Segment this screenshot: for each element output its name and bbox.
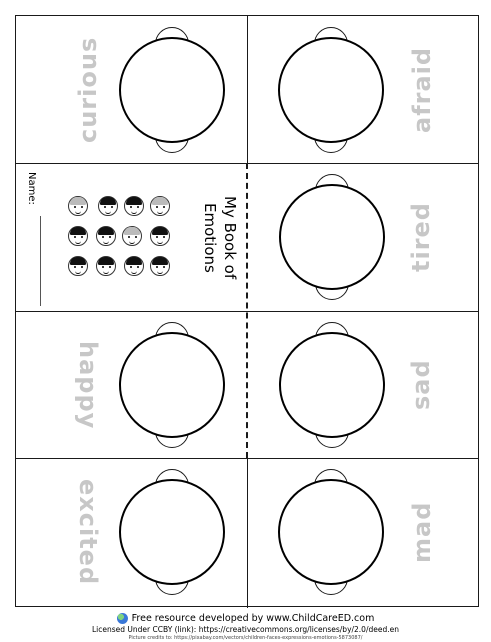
blank-face-mad	[278, 469, 384, 595]
face-circle	[119, 332, 225, 438]
blank-face-curious	[119, 27, 225, 153]
emotion-faces-illustration	[66, 194, 182, 284]
child-face-icon	[96, 256, 116, 276]
credit-text[interactable]: Free resource developed by www.ChildCareED.com	[131, 613, 375, 624]
face-circle	[119, 479, 225, 585]
credit-line	[0, 612, 491, 625]
license-text[interactable]: Licensed Under CCBY (link): https://creativecommons.org/licenses/by/2.0/deed.en	[91, 625, 399, 634]
card-excited	[16, 459, 246, 605]
face-circle	[119, 37, 225, 143]
emotion-word-mad: mad	[408, 501, 436, 563]
name-label: Name:	[26, 172, 37, 205]
card-afraid	[248, 17, 478, 163]
picture-credits-text[interactable]: Picture credits to: https://pixabay.com/vectors/children-faces-expressions-emotions-5873087/	[128, 635, 363, 641]
emotion-word-afraid: afraid	[408, 46, 436, 134]
emotion-word-excited: excited	[74, 478, 102, 586]
face-circle	[279, 184, 385, 290]
blank-face-excited	[119, 469, 225, 595]
child-face-icon	[122, 226, 142, 246]
child-face-icon	[150, 196, 170, 216]
emotion-word-happy: happy	[74, 340, 102, 430]
card-happy	[16, 312, 246, 458]
child-face-icon	[68, 256, 88, 276]
printable-sheet	[15, 15, 479, 607]
footer	[0, 612, 491, 642]
child-face-icon	[124, 256, 144, 276]
child-face-icon	[96, 226, 116, 246]
child-face-icon	[124, 196, 144, 216]
book-title: My Book of Emotions	[201, 196, 239, 280]
emotion-word-curious: curious	[74, 36, 102, 144]
emotion-word-tired: tired	[407, 202, 435, 272]
name-write-line	[40, 216, 41, 306]
blank-face-happy	[119, 322, 225, 448]
card-sad	[249, 312, 479, 458]
child-face-icon	[68, 196, 88, 216]
face-circle	[279, 332, 385, 438]
book-cover	[16, 164, 246, 310]
blank-face-afraid	[278, 27, 384, 153]
face-circle	[278, 37, 384, 143]
card-mad	[248, 459, 478, 605]
card-tired	[249, 164, 479, 310]
face-circle	[278, 479, 384, 585]
child-face-icon	[98, 196, 118, 216]
blank-face-sad	[279, 322, 385, 448]
fold-line-dashed	[246, 163, 248, 458]
child-face-icon	[68, 226, 88, 246]
card-curious	[16, 17, 246, 163]
child-face-icon	[150, 256, 170, 276]
blank-face-tired	[279, 174, 385, 300]
globe-icon	[117, 613, 128, 624]
child-face-icon	[150, 226, 170, 246]
emotion-word-sad: sad	[407, 359, 435, 411]
